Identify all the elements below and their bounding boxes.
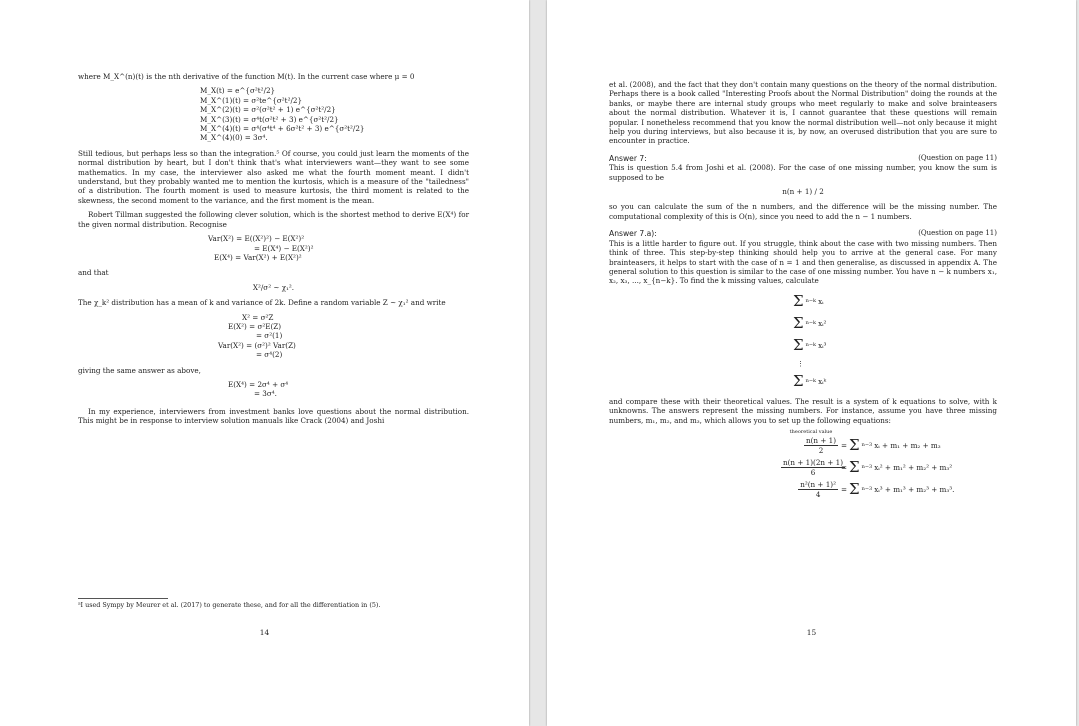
page-number: 15 xyxy=(806,628,817,637)
page-number: 14 xyxy=(259,628,270,637)
answer-7-heading xyxy=(609,154,997,163)
equation-row xyxy=(609,457,997,479)
fraction xyxy=(798,480,838,500)
sum-limit: n−k xyxy=(805,298,817,305)
math-line: M_X^(4)(t) = σ⁴(σ⁴t⁴ + 6σ²t² + 3) e^{σ²t²/2} xyxy=(200,124,365,134)
power-sum xyxy=(793,291,997,313)
page-14-content xyxy=(78,72,469,431)
math-line: M_X^(1)(t) = σ²te^{σ²t²/2} xyxy=(200,95,303,105)
equation-lhs xyxy=(781,458,844,478)
power-sum xyxy=(793,313,997,335)
math-line: E(X⁴) = 2σ⁴ + σ⁴ xyxy=(228,379,289,389)
sum-limit: n−3 xyxy=(861,442,873,449)
math-line: E(X⁴) = Var(X²) + E(X²)² xyxy=(214,252,302,262)
numerator: n²(n + 1)² xyxy=(800,480,836,490)
denominator: 2 xyxy=(818,446,824,456)
math-line: Var(X²) = (σ²)² Var(Z) xyxy=(218,340,296,350)
sum-term: xᵢ xyxy=(818,297,824,307)
power-sum xyxy=(793,335,997,357)
sigma-icon: Σ xyxy=(793,336,804,355)
sum-term: xᵢ² xyxy=(818,319,827,329)
variance-equations xyxy=(78,234,469,262)
equation-lhs xyxy=(781,436,841,456)
paragraph: and that xyxy=(78,268,109,278)
math-line: = σ²(1) xyxy=(256,331,283,341)
mgf-derivations xyxy=(78,86,469,142)
math-line: = σ⁴(2) xyxy=(256,350,283,360)
sigma-icon: Σ xyxy=(849,480,860,499)
vertical-dots: ⋮ xyxy=(797,359,805,369)
page-14 xyxy=(0,0,529,726)
paragraph: giving the same answer as above, xyxy=(78,365,201,375)
equation-row xyxy=(609,479,997,501)
sum-limit: n−k xyxy=(805,342,817,349)
sum-limit: n−k xyxy=(805,320,817,327)
sigma-icon: Σ xyxy=(793,292,804,311)
equation-rhs: xᵢ² + m₁² + m₂² + m₃² xyxy=(874,463,953,473)
power-sum xyxy=(793,371,997,393)
paragraph: The χ_k² distribution has a mean of k and variance of 2k. Define a random variable Z ~ χ₁² and write xyxy=(78,298,446,308)
equation-rhs: xᵢ³ + m₁³ + m₂³ + m₃³. xyxy=(874,485,955,495)
answer-7a-heading xyxy=(609,229,997,238)
fraction xyxy=(781,458,848,478)
math-line: = E(X⁴) − E(X²)² xyxy=(254,243,314,253)
sigma-icon: Σ xyxy=(849,458,860,477)
intro-text: where M_X^(n)(t) is the nth derivative of the function M(t). In the current case where μ = 0 xyxy=(78,72,415,81)
paragraph: so you can calculate the sum of the n numbers, and the difference will be the missing number. The computational complexity of this is O(n), since you need to add the n − 1 numbers. xyxy=(609,202,997,221)
equals-sign: = xyxy=(841,441,848,451)
chi-square-relation xyxy=(78,283,469,292)
equation-lhs xyxy=(781,480,841,500)
denominator: 6 xyxy=(810,468,816,478)
paragraph: This is question 5.4 from Joshi et al. (2008). For the case of one missing number, you know the sum is supposed to be xyxy=(609,163,997,182)
math-line: E(X²) = σ²E(Z) xyxy=(228,321,282,331)
footnote xyxy=(78,598,469,609)
question-link[interactable]: (Question on page 11) xyxy=(918,153,997,162)
sum-formula xyxy=(609,187,997,196)
sigma-icon: Σ xyxy=(849,436,860,455)
paragraph: In my experience, interviewers from investment banks love questions about the normal distribution. This might be in response to interview solution manuals like Crack (2004) and Joshi xyxy=(78,406,469,426)
z-equations xyxy=(78,313,469,360)
power-sums xyxy=(609,291,997,393)
paragraph: et al. (2008), and the fact that they don't contain many questions on the theory of the normal distribution. Perhaps there is a book called "Interesting Proofs about the Normal Distribution" doing the rounds at the banks, or maybe there are internal study groups who meet regularly to make and solve brainteasers about the normal distribution. Whatever it is, I cannot guarantee that these questions will remain popular. I nonetheless recommend that you know the normal distribution well—not only because it might help you during interviews, but also because it is, by now, an overused distribution that you are sure to encounter in practice. xyxy=(609,80,997,146)
page-15-content xyxy=(609,80,997,501)
sum-term: xᵢᵏ xyxy=(818,377,827,387)
sigma-icon: Σ xyxy=(793,314,804,333)
denominator: 4 xyxy=(815,490,821,500)
math-line: M_X^(2)(t) = σ²(σ²t² + 1) e^{σ²t²/2} xyxy=(200,105,336,115)
brace-label: theoretical value xyxy=(789,428,833,435)
equation-row xyxy=(609,435,997,457)
math-line: M_X(t) = e^{σ²t²/2} xyxy=(200,86,276,96)
question-link[interactable]: (Question on page 11) xyxy=(918,229,997,238)
math-line: X²/σ² ~ χ₁². xyxy=(252,282,295,292)
footnote-rule xyxy=(78,598,168,599)
numerator: n(n + 1)(2n + 1) xyxy=(783,458,844,468)
page-15 xyxy=(547,0,1076,726)
answer-title: Answer 7.a): xyxy=(609,229,657,239)
paragraph: and compare these with their theoretical values. The result is a system of k equations to solve, with k unknowns. The answers represent the missing numbers. For instance, assume you have three missing numbers, m₁, m₂, and m₃, which allows you to set up the following equations: xyxy=(609,396,997,425)
paragraph: Robert Tillman suggested the following clever solution, which is the shortest method to derive E(X⁴) for the given normal distribution. Recognise xyxy=(78,210,469,229)
math-line: = 3σ⁴. xyxy=(254,389,277,399)
sum-term: xᵢ³ xyxy=(818,341,827,351)
math-line: n(n + 1) / 2 xyxy=(782,187,824,197)
answer-title: Answer 7: xyxy=(609,153,647,163)
footnote-text: ⁵I used Sympy by Meurer et al. (2017) to generate these, and for all the differentiation in (5). xyxy=(78,601,381,609)
paragraph: This is a little harder to figure out. If you struggle, think about the case with two missing numbers. Then think of three. This step-by-step thinking should help you to arrive at the general case. For many brainteasers, it helps to start with the case of n = 1 and then generalise, as discussed in appendix A. The general solution to this question is similar to the case of one missing number. You have n − k numbers x₁, x₂, x₃, ..., x_{n−k}. To find the k missing values, calculate xyxy=(609,238,997,286)
equals-sign: = xyxy=(841,485,848,495)
paragraph: Still tedious, but perhaps less so than the integration.⁵ Of course, you could just learn the moments of the normal distribution by heart, but I don't think that's what interviewers want—they want to see some mathematics. In my case, the interviewer also asked me what the fourth moment meant. I didn't understand, but they probably wanted me to mention the kurtosis, which is a measure of the "tailedness" of a distribution. The fourth moment is used to measure kurtosis, the third moment is related to the skewness, the second moment to the variance, and the first moment is the mean. xyxy=(78,148,469,205)
sigma-icon: Σ xyxy=(793,372,804,391)
fraction xyxy=(804,436,838,456)
ex4-equations xyxy=(78,380,469,399)
numerator: n(n + 1) xyxy=(805,436,836,446)
equals-sign: = xyxy=(841,463,848,473)
sum-limit: n−k xyxy=(805,378,817,385)
math-line: M_X^(4)(0) = 3σ⁴. xyxy=(200,133,268,143)
math-line: X² = σ²Z xyxy=(242,312,274,322)
sum-limit: n−3 xyxy=(861,464,873,471)
sum-limit: n−3 xyxy=(861,486,873,493)
math-line: Var(X²) = E((X²)²) − E(X²)² xyxy=(208,234,305,244)
math-line: M_X^(3)(t) = σ⁴t(σ²t² + 3) e^{σ²t²/2} xyxy=(200,114,339,124)
equation-rhs: xᵢ + m₁ + m₂ + m₃ xyxy=(874,441,941,451)
